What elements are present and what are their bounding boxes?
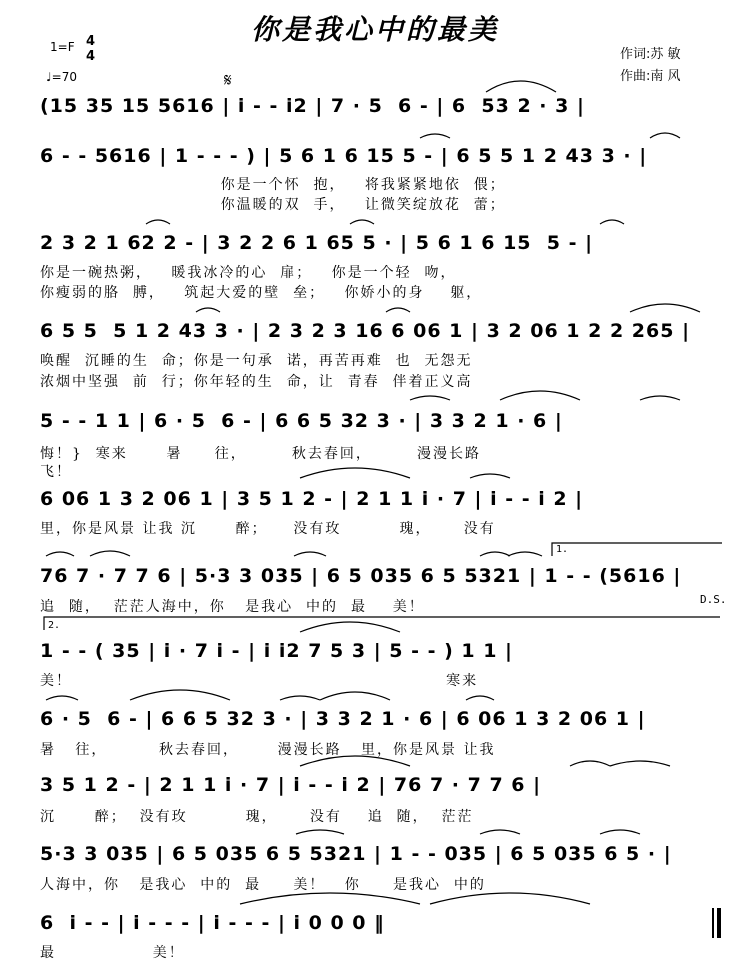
system-5-notes: 5 - - 1 1 | 6 · 5 6 - | 6 6 5 32 3 · | 3 3 2 1 · 6 | [40, 410, 563, 432]
volta-bracket-1 [552, 543, 722, 556]
slur [570, 761, 610, 766]
time-signature-top: 4 [86, 34, 96, 49]
system-7-lyric-1: 追 随， 茫茫人海中，你 是我心 中的 最 美！ [40, 599, 425, 615]
song-title: 你是我心中的最美 [250, 13, 499, 46]
system-8-lyric-1: 美！ 寒来 [40, 673, 479, 689]
slur [294, 552, 326, 556]
slur [386, 308, 410, 312]
composer: 作曲:南 风 [620, 69, 681, 84]
system-5-lyric-1: 悔！} 寒来 暑 往， 秋去春回， 漫漫长路 [40, 446, 482, 462]
slur [500, 391, 580, 400]
slur [410, 396, 450, 400]
slur [130, 690, 230, 700]
slur [630, 304, 700, 312]
volta-bracket-2 [44, 617, 720, 630]
slur [350, 220, 374, 224]
system-11-lyric-1: 人海中，你 是我心 中的 最 美！ 你 是我心 中的 [40, 877, 486, 893]
slur [640, 396, 680, 400]
slur [466, 696, 494, 700]
system-4-lyric-1: 唤醒 沉睡的生 命；你是一句承 诺，再苦再难 也 无怨无 [40, 353, 473, 369]
slur [196, 308, 220, 312]
system-11-notes: 5·3 3 035 | 6 5 035 6 5 5321 | 1 - - 035 | 6 5 035 6 5 · | [40, 843, 672, 865]
slur [296, 830, 344, 834]
slur [280, 696, 320, 700]
slur [300, 756, 410, 766]
system-3-lyric-1: 你是一碗热粥， 暖我冰冷的心 扉； 你是一个轻 吻， [40, 265, 457, 281]
system-10-notes: 3 5 1 2 - | 2 1 1 i · 7 | i - - i 2 | 76 7 · 7 7 6 | [40, 774, 542, 796]
system-5-lyric-2: 飞！ [40, 464, 72, 480]
slur [480, 830, 520, 834]
slur [430, 893, 590, 904]
system-2-lyric-1: 你是一个怀 抱， 将我紧紧地依 偎； [40, 177, 506, 193]
key-signature: 1=F [50, 40, 75, 54]
slur [146, 220, 170, 224]
slur [650, 133, 680, 138]
slur [300, 622, 400, 632]
segno-icon: 𝄋 [224, 70, 232, 91]
ds-marker: D.S. [700, 593, 727, 606]
slur [46, 552, 74, 556]
time-signature-bottom: 4 [86, 49, 96, 64]
system-6-notes: 6 06 1 3 2 06 1 | 3 5 1 2 - | 2 1 1 i · 7 | i - - i 2 | [40, 488, 584, 510]
slur [610, 761, 670, 766]
slur [470, 474, 510, 478]
system-6-lyric-1: 里，你是风景 让我 沉 醉； 没有玫 瑰， 没有 [40, 521, 496, 537]
system-7-notes: 76 7 · 7 7 6 | 5·3 3 035 | 6 5 035 6 5 5321 | 1 - - (5616 | [40, 565, 682, 587]
system-1-notes: (15 35 15 5616 | i - - i2 | 7 · 5 6 - | 6 53 2 · 3 | [40, 95, 585, 117]
slur [600, 220, 624, 224]
system-10-lyric-1: 沉 醉； 没有玫 瑰， 没有 追 随， 茫茫 [40, 809, 474, 825]
slur [480, 552, 510, 556]
tempo-mark: ♩=70 [46, 70, 77, 84]
system-2-notes: 6 - - 5616 | 1 - - - ) | 5 6 1 6 15 5 - | 6 5 5 1 2 43 3 · | [40, 145, 648, 167]
system-2-lyric-2: 你温暖的双 手， 让微笑绽放花 蕾； [40, 197, 506, 213]
system-4-notes: 6 5 5 5 1 2 43 3 · | 2 3 2 3 16 6 06 1 | 3 2 06 1 2 2 265 | [40, 320, 691, 342]
slur [300, 468, 410, 478]
volta-1-label: 1. [556, 544, 569, 555]
slur [320, 692, 390, 700]
system-4-lyric-2: 浓烟中坚强 前 行；你年轻的生 命，让 青春 伴着正义高 [40, 374, 473, 390]
system-9-notes: 6 · 5 6 - | 6 6 5 32 3 · | 3 3 2 1 · 6 | 6 06 1 3 2 06 1 | [40, 708, 646, 730]
slur [508, 552, 542, 556]
system-9-lyric-1: 暑 往， 秋去春回， 漫漫长路 里，你是风景 让我 [40, 742, 496, 758]
system-3-notes: 2 3 2 1 62 2 - | 3 2 2 6 1 65 5 · | 5 6 1 6 15 5 - | [40, 232, 594, 254]
slur [600, 830, 640, 834]
slur [90, 551, 130, 556]
system-3-lyric-2: 你瘦弱的胳 膊， 筑起大爱的壁 垒； 你娇小的身 躯， [40, 285, 483, 301]
lyricist: 作词:苏 敏 [620, 47, 681, 62]
slur [486, 81, 556, 92]
system-8-notes: 1 - - ( 35 | i · 7 i - | i i2 7 5 3 | 5 - - ) 1 1 | [40, 640, 513, 662]
system-12-lyric-1: 最 美！ [40, 945, 185, 961]
system-12-notes: 6 i - - | i - - - | i - - - | i 0 0 0 ‖ [40, 912, 385, 934]
slur [240, 893, 420, 904]
slur [420, 134, 450, 138]
volta-2-label: 2. [48, 620, 61, 631]
slur [46, 696, 78, 700]
